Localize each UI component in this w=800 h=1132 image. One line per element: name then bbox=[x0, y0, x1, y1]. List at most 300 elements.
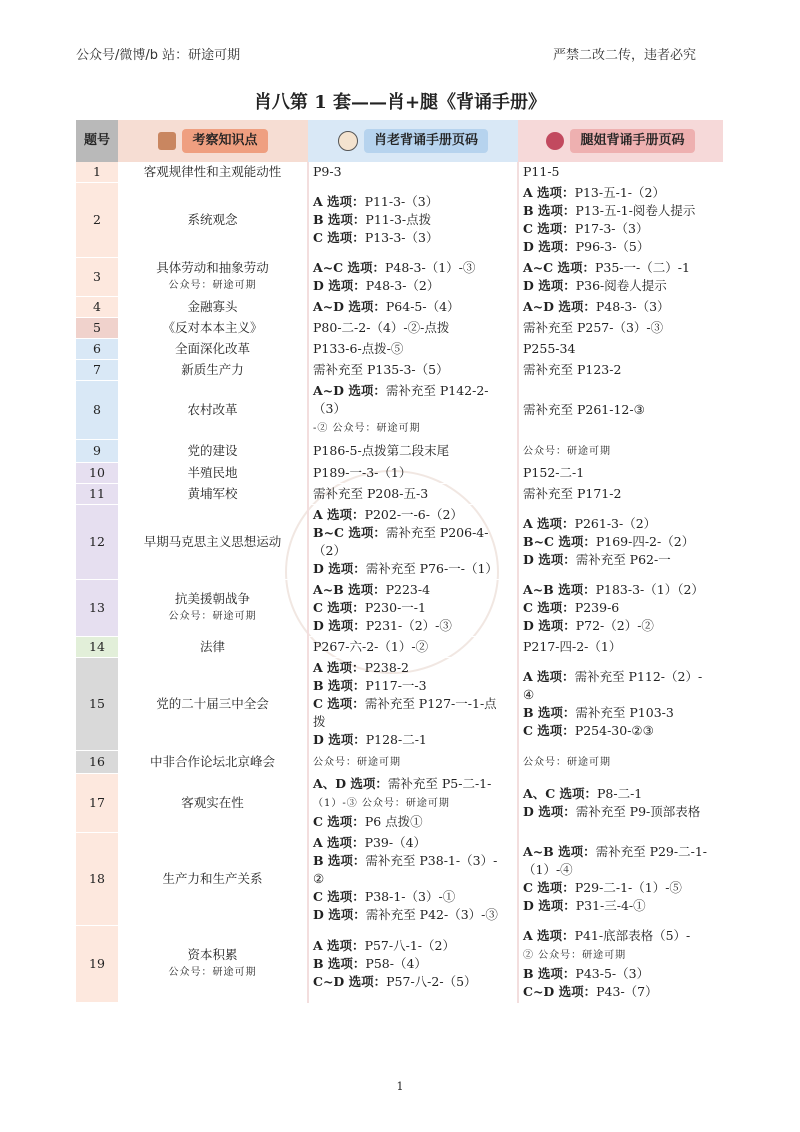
option-label: C 选项： bbox=[313, 814, 365, 829]
option-value: P41-底部表格（5）- bbox=[574, 928, 691, 943]
cell-text: -② 公众号：研途可期 bbox=[313, 423, 421, 434]
option-value: P48-3-（1）-③ bbox=[384, 260, 476, 275]
topic-cell bbox=[118, 183, 308, 258]
option-value: P230-一-1 bbox=[364, 600, 426, 615]
tui-page-cell bbox=[518, 580, 723, 637]
option-label: D 选项： bbox=[313, 278, 366, 293]
question-number: 14 bbox=[76, 637, 118, 658]
tui-page-cell bbox=[518, 162, 723, 183]
xiao-page-cell bbox=[308, 751, 518, 774]
topic-text: 具体劳动和抽象劳动 bbox=[156, 260, 269, 275]
option-value: P254-30-②③ bbox=[574, 723, 654, 738]
topic-cell bbox=[118, 162, 308, 183]
cell-line bbox=[313, 695, 513, 713]
page-title: 肖八第 1 套——肖+腿《背诵手册》 bbox=[253, 92, 547, 113]
option-label: C 选项： bbox=[313, 696, 365, 711]
cell-line bbox=[313, 617, 513, 635]
cell-line bbox=[523, 515, 719, 533]
option-label: A~D 选项： bbox=[313, 299, 386, 314]
xiao-page-cell bbox=[308, 360, 518, 381]
option-label: A~B 选项： bbox=[523, 582, 596, 597]
tui-page-cell bbox=[518, 318, 723, 339]
cell-line bbox=[313, 524, 513, 560]
tui-page-cell bbox=[518, 381, 723, 440]
option-value: P72-（2）-② bbox=[575, 618, 654, 633]
cell-line bbox=[313, 731, 513, 749]
topic-text: 党的建设 bbox=[187, 443, 238, 458]
cell-text: 公众号：研途可期 bbox=[313, 757, 401, 768]
cell-line bbox=[523, 638, 719, 656]
cell-line bbox=[523, 581, 719, 599]
cell-line bbox=[523, 441, 719, 461]
header-left: 公众号/微博/b 站：研途可期 bbox=[76, 48, 241, 63]
option-value: P57-八-1-（2） bbox=[364, 938, 455, 953]
cell-line bbox=[523, 238, 719, 256]
cell-line bbox=[313, 298, 513, 316]
tui-page-cell bbox=[518, 484, 723, 505]
table-row bbox=[76, 751, 723, 774]
cell-line bbox=[313, 852, 513, 870]
topic-text: 党的二十届三中全会 bbox=[156, 696, 269, 711]
question-number: 10 bbox=[76, 463, 118, 484]
tui-page-cell bbox=[518, 505, 723, 580]
option-label: C~D 选项： bbox=[313, 974, 387, 989]
option-label: B 选项： bbox=[313, 212, 366, 227]
book-box-icon bbox=[158, 132, 176, 150]
option-label: B 选项： bbox=[523, 966, 576, 981]
option-value: P17-3-（3） bbox=[574, 221, 649, 236]
cell-line bbox=[523, 319, 719, 337]
cell-line bbox=[313, 581, 513, 599]
table-row bbox=[76, 318, 723, 339]
topic-cell bbox=[118, 440, 308, 463]
cell-line bbox=[523, 277, 719, 295]
cell-line bbox=[523, 686, 719, 704]
option-value: P6 点拨① bbox=[364, 814, 423, 829]
topic-cell bbox=[118, 318, 308, 339]
xiao-page-cell bbox=[308, 580, 518, 637]
option-label: C 选项： bbox=[523, 880, 575, 895]
topic-text: 客观规律性和主观能动性 bbox=[143, 164, 282, 179]
option-label: D 选项： bbox=[313, 561, 366, 576]
table-row bbox=[76, 774, 723, 833]
man-avatar-icon bbox=[338, 131, 358, 151]
cell-line bbox=[523, 965, 719, 983]
tui-page-cell bbox=[518, 339, 723, 360]
tui-page-cell bbox=[518, 637, 723, 658]
option-value: P64-5-（4） bbox=[385, 299, 460, 314]
cell-line bbox=[313, 506, 513, 524]
cell-text: 需补充至 P135-3-（5） bbox=[313, 362, 449, 377]
xiao-page-cell bbox=[308, 162, 518, 183]
option-label: A~C 选项： bbox=[523, 260, 595, 275]
topic-text: 法律 bbox=[199, 639, 225, 654]
table-row bbox=[76, 360, 723, 381]
option-label: D 选项： bbox=[313, 732, 366, 747]
option-value: P239-6 bbox=[574, 600, 620, 615]
option-label: A 选项： bbox=[313, 660, 365, 675]
cell-text: 公众号：研途可期 bbox=[523, 446, 611, 457]
option-label: C 选项： bbox=[523, 723, 575, 738]
option-label: C 选项： bbox=[313, 600, 365, 615]
cell-line bbox=[313, 638, 513, 656]
xiao-page-cell bbox=[308, 381, 518, 440]
topic-text: 农村改革 bbox=[187, 402, 238, 417]
table-row bbox=[76, 637, 723, 658]
answer-table bbox=[76, 120, 723, 1003]
cell-text: P267-六-2-（1）-② bbox=[313, 639, 429, 654]
topic-text: 新质生产力 bbox=[181, 362, 244, 377]
cell-line bbox=[523, 220, 719, 238]
cell-line bbox=[313, 955, 513, 973]
xiao-page-cell bbox=[308, 505, 518, 580]
cell-line bbox=[313, 361, 513, 379]
cell-line bbox=[313, 229, 513, 247]
cell-line bbox=[523, 617, 719, 635]
option-label: C 选项： bbox=[523, 221, 575, 236]
cell-line bbox=[523, 897, 719, 915]
topic-text: 早期马克思主义思想运动 bbox=[143, 534, 282, 549]
option-label: C 选项： bbox=[313, 230, 365, 245]
option-label: B 选项： bbox=[523, 203, 576, 218]
option-value: 需补充至 P206-4-（2） bbox=[313, 525, 489, 558]
option-label: A、C 选项： bbox=[523, 786, 597, 801]
topic-text: 黄埔军校 bbox=[187, 486, 238, 501]
tui-page-cell bbox=[518, 774, 723, 833]
table-row bbox=[76, 463, 723, 484]
question-number: 15 bbox=[76, 658, 118, 751]
topic-cell bbox=[118, 297, 308, 318]
option-label: B~C 选项： bbox=[313, 525, 386, 540]
option-value: P117-一-3 bbox=[365, 678, 427, 693]
cell-line bbox=[313, 906, 513, 924]
option-value: 需补充至 P38-1-（3）- bbox=[365, 853, 498, 868]
cell-line bbox=[313, 560, 513, 578]
table-row bbox=[76, 339, 723, 360]
topic-cell bbox=[118, 258, 308, 297]
option-value: P29-二-1-（1）-⑤ bbox=[574, 880, 682, 895]
col-header-tui: 腿姐背诵手册页码 bbox=[518, 120, 723, 162]
topic-text: 客观实在性 bbox=[181, 795, 244, 810]
question-number: 3 bbox=[76, 258, 118, 297]
tui-page-cell bbox=[518, 360, 723, 381]
cell-line bbox=[313, 888, 513, 906]
cell-line bbox=[313, 599, 513, 617]
cell-line bbox=[523, 704, 719, 722]
col-header-number: 题号 bbox=[76, 120, 118, 162]
cell-line bbox=[523, 803, 719, 821]
topic-watermark-text: 公众号：研途可期 bbox=[168, 280, 257, 291]
cell-line bbox=[313, 211, 513, 229]
option-label: D 选项： bbox=[523, 239, 576, 254]
question-number: 16 bbox=[76, 751, 118, 774]
topic-text: 全面深化改革 bbox=[174, 341, 250, 356]
option-label: A 选项： bbox=[313, 835, 365, 850]
cell-line bbox=[523, 843, 719, 861]
cell-line bbox=[313, 193, 513, 211]
question-number: 4 bbox=[76, 297, 118, 318]
cell-line bbox=[313, 319, 513, 337]
option-label: D 选项： bbox=[523, 804, 576, 819]
table-row bbox=[76, 183, 723, 258]
topic-text: 半殖民地 bbox=[187, 465, 238, 480]
option-value: 需补充至 P9-顶部表格 bbox=[575, 804, 701, 819]
xiao-page-cell bbox=[308, 339, 518, 360]
option-value: 需补充至 P76-一-（1） bbox=[365, 561, 498, 576]
option-label: A~D 选项： bbox=[523, 299, 596, 314]
option-value: P8-二-1 bbox=[597, 786, 643, 801]
option-label: D 选项： bbox=[523, 618, 576, 633]
cell-line bbox=[313, 277, 513, 295]
option-value: P183-3-（1）（2） bbox=[595, 582, 704, 597]
option-label: D 选项： bbox=[313, 907, 366, 922]
cell-line bbox=[523, 785, 719, 803]
cell-line bbox=[523, 533, 719, 551]
xiao-page-cell bbox=[308, 637, 518, 658]
cell-text: （1）-④ bbox=[523, 862, 573, 877]
option-label: A 选项： bbox=[523, 669, 575, 684]
topic-cell bbox=[118, 339, 308, 360]
col-header-topic: 考察知识点 bbox=[118, 120, 308, 162]
topic-text: 系统观念 bbox=[187, 212, 238, 227]
option-value: P43-（7） bbox=[596, 984, 658, 999]
option-label: D 选项： bbox=[523, 898, 576, 913]
cell-line bbox=[313, 163, 513, 181]
xiao-page-cell bbox=[308, 833, 518, 926]
cell-line bbox=[523, 340, 719, 358]
table-row bbox=[76, 926, 723, 1003]
cell-text: P80-二-2-（4）-②-点拨 bbox=[313, 320, 450, 335]
option-label: B~C 选项： bbox=[523, 534, 596, 549]
cell-text: P9-3 bbox=[313, 164, 342, 179]
question-number: 2 bbox=[76, 183, 118, 258]
table-row bbox=[76, 162, 723, 183]
cell-line bbox=[313, 793, 513, 813]
cell-line bbox=[313, 259, 513, 277]
xiao-page-cell bbox=[308, 463, 518, 484]
question-number: 13 bbox=[76, 580, 118, 637]
option-value: P58-（4） bbox=[365, 956, 427, 971]
cell-line bbox=[523, 551, 719, 569]
cell-text: P255-34 bbox=[523, 341, 576, 356]
option-label: B 选项： bbox=[523, 705, 576, 720]
cell-text: P152-二-1 bbox=[523, 465, 585, 480]
cell-text: 需补充至 P208-五-3 bbox=[313, 486, 429, 501]
cell-text: 需补充至 P261-12-③ bbox=[523, 402, 645, 417]
cell-text: （1）-③ 公众号：研途可期 bbox=[313, 798, 450, 809]
topic-cell bbox=[118, 463, 308, 484]
tui-page-cell bbox=[518, 183, 723, 258]
option-value: P43-5-（3） bbox=[575, 966, 650, 981]
cell-text: 公众号：研途可期 bbox=[523, 757, 611, 768]
option-value: P39-（4） bbox=[364, 835, 427, 850]
option-value: P223-4 bbox=[385, 582, 431, 597]
question-number: 5 bbox=[76, 318, 118, 339]
cell-line bbox=[523, 361, 719, 379]
cell-line bbox=[523, 668, 719, 686]
topic-cell bbox=[118, 484, 308, 505]
cell-text: P217-四-2-（1） bbox=[523, 639, 622, 654]
option-label: A 选项： bbox=[313, 194, 365, 209]
topic-text: 资本积累 bbox=[187, 947, 238, 962]
topic-text: 中非合作论坛北京峰会 bbox=[149, 754, 275, 769]
cell-line bbox=[313, 485, 513, 503]
tui-page-cell bbox=[518, 926, 723, 1003]
cell-line bbox=[313, 834, 513, 852]
cell-line bbox=[313, 775, 513, 793]
tui-page-cell bbox=[518, 751, 723, 774]
cell-line bbox=[523, 163, 719, 181]
tui-page-cell bbox=[518, 658, 723, 751]
cell-line bbox=[523, 927, 719, 945]
topic-cell bbox=[118, 580, 308, 637]
cell-line bbox=[523, 599, 719, 617]
option-value: P38-1-（3）-① bbox=[364, 889, 456, 904]
cell-line bbox=[313, 659, 513, 677]
cell-line bbox=[313, 713, 513, 731]
option-label: A~B 选项： bbox=[523, 844, 596, 859]
tui-page-cell bbox=[518, 440, 723, 463]
xiao-page-cell bbox=[308, 484, 518, 505]
cell-text: 拨 bbox=[313, 714, 326, 729]
question-number: 11 bbox=[76, 484, 118, 505]
table-row bbox=[76, 440, 723, 463]
cell-text: P133-6-点拨-⑤ bbox=[313, 341, 404, 356]
option-value: P35-一-（二）-1 bbox=[594, 260, 690, 275]
question-number: 18 bbox=[76, 833, 118, 926]
topic-cell bbox=[118, 774, 308, 833]
cell-line bbox=[523, 485, 719, 503]
cell-line bbox=[313, 677, 513, 695]
option-value: P48-3-（2） bbox=[365, 278, 440, 293]
topic-cell bbox=[118, 833, 308, 926]
option-value: P31-三-4-① bbox=[575, 898, 646, 913]
page-number: 1 bbox=[396, 1080, 404, 1093]
cell-line bbox=[313, 752, 513, 772]
question-number: 19 bbox=[76, 926, 118, 1003]
table-row bbox=[76, 258, 723, 297]
cell-line bbox=[523, 861, 719, 879]
cell-line bbox=[523, 202, 719, 220]
option-value: P57-八-2-（5） bbox=[386, 974, 477, 989]
option-value: P128-二-1 bbox=[365, 732, 427, 747]
option-label: A~C 选项： bbox=[313, 260, 385, 275]
option-label: B 选项： bbox=[313, 956, 366, 971]
cell-line bbox=[523, 722, 719, 740]
option-value: P13-3-（3） bbox=[364, 230, 439, 245]
option-label: A~B 选项： bbox=[313, 582, 386, 597]
cell-line bbox=[313, 442, 513, 460]
question-number: 12 bbox=[76, 505, 118, 580]
option-label: A 选项： bbox=[523, 185, 575, 200]
option-value: P202-一-6-（2） bbox=[364, 507, 463, 522]
tui-page-cell bbox=[518, 297, 723, 318]
xiao-page-cell bbox=[308, 297, 518, 318]
option-value: 需补充至 P5-二-1- bbox=[387, 776, 492, 791]
cell-line bbox=[313, 973, 513, 991]
cell-line bbox=[523, 945, 719, 965]
table-row bbox=[76, 833, 723, 926]
question-number: 8 bbox=[76, 381, 118, 440]
topic-text: 《反对本本主义》 bbox=[162, 320, 263, 335]
cell-line bbox=[313, 464, 513, 482]
option-value: P11-3-点拨 bbox=[365, 212, 432, 227]
option-value: P11-3-（3） bbox=[364, 194, 439, 209]
cell-line bbox=[313, 418, 513, 438]
table-row bbox=[76, 297, 723, 318]
cell-line bbox=[313, 382, 513, 418]
option-value: P13-五-1-阅卷人提示 bbox=[575, 203, 696, 218]
option-value: 需补充至 P42-（3）-③ bbox=[365, 907, 498, 922]
option-label: B 选项： bbox=[313, 853, 366, 868]
option-label: D 选项： bbox=[313, 618, 366, 633]
topic-cell bbox=[118, 381, 308, 440]
col-header-xiao: 肖老背诵手册页码 bbox=[308, 120, 518, 162]
tui-page-cell bbox=[518, 463, 723, 484]
question-number: 17 bbox=[76, 774, 118, 833]
option-label: C~D 选项： bbox=[523, 984, 597, 999]
cell-text: ④ bbox=[523, 687, 535, 702]
header-right: 严禁二改二传，违者必究 bbox=[552, 48, 696, 63]
table-row bbox=[76, 381, 723, 440]
cell-line bbox=[313, 340, 513, 358]
table-row bbox=[76, 484, 723, 505]
table-header-row bbox=[76, 120, 723, 162]
cell-line bbox=[523, 464, 719, 482]
table-row bbox=[76, 658, 723, 751]
cell-line bbox=[523, 752, 719, 772]
xiao-page-cell bbox=[308, 440, 518, 463]
option-label: A 选项： bbox=[313, 938, 365, 953]
cell-text: P189-一-3-（1） bbox=[313, 465, 412, 480]
option-label: C 选项： bbox=[313, 889, 365, 904]
option-label: B 选项： bbox=[313, 678, 366, 693]
table-row bbox=[76, 505, 723, 580]
topic-cell bbox=[118, 926, 308, 1003]
cell-line bbox=[523, 298, 719, 316]
question-number: 9 bbox=[76, 440, 118, 463]
option-label: A 选项： bbox=[523, 516, 575, 531]
option-label: A~D 选项： bbox=[313, 383, 386, 398]
topic-text: 生产力和生产关系 bbox=[162, 871, 263, 886]
option-value: P231-（2）-③ bbox=[365, 618, 452, 633]
xiao-page-cell bbox=[308, 183, 518, 258]
cell-line bbox=[313, 937, 513, 955]
option-label: A 选项： bbox=[523, 928, 575, 943]
topic-text: 金融寡头 bbox=[187, 299, 238, 314]
cell-text: ② bbox=[313, 871, 325, 886]
option-value: 需补充至 P112-（2）- bbox=[574, 669, 703, 684]
question-number: 1 bbox=[76, 162, 118, 183]
topic-cell bbox=[118, 658, 308, 751]
xiao-page-cell bbox=[308, 658, 518, 751]
option-value: 需补充至 P62-一 bbox=[575, 552, 671, 567]
topic-cell bbox=[118, 505, 308, 580]
topic-cell bbox=[118, 637, 308, 658]
cell-text: 需补充至 P257-（3）-③ bbox=[523, 320, 664, 335]
topic-text: 抗美援朝战争 bbox=[174, 591, 250, 606]
option-value: P48-3-（3） bbox=[595, 299, 670, 314]
topic-cell bbox=[118, 751, 308, 774]
option-value: 需补充至 P103-3 bbox=[575, 705, 674, 720]
tui-page-cell bbox=[518, 833, 723, 926]
option-value: P96-3-（5） bbox=[575, 239, 650, 254]
topic-cell bbox=[118, 360, 308, 381]
xiao-page-cell bbox=[308, 926, 518, 1003]
option-value: P36-阅卷人提示 bbox=[575, 278, 667, 293]
topic-watermark-text: 公众号：研途可期 bbox=[168, 611, 257, 622]
question-number: 6 bbox=[76, 339, 118, 360]
